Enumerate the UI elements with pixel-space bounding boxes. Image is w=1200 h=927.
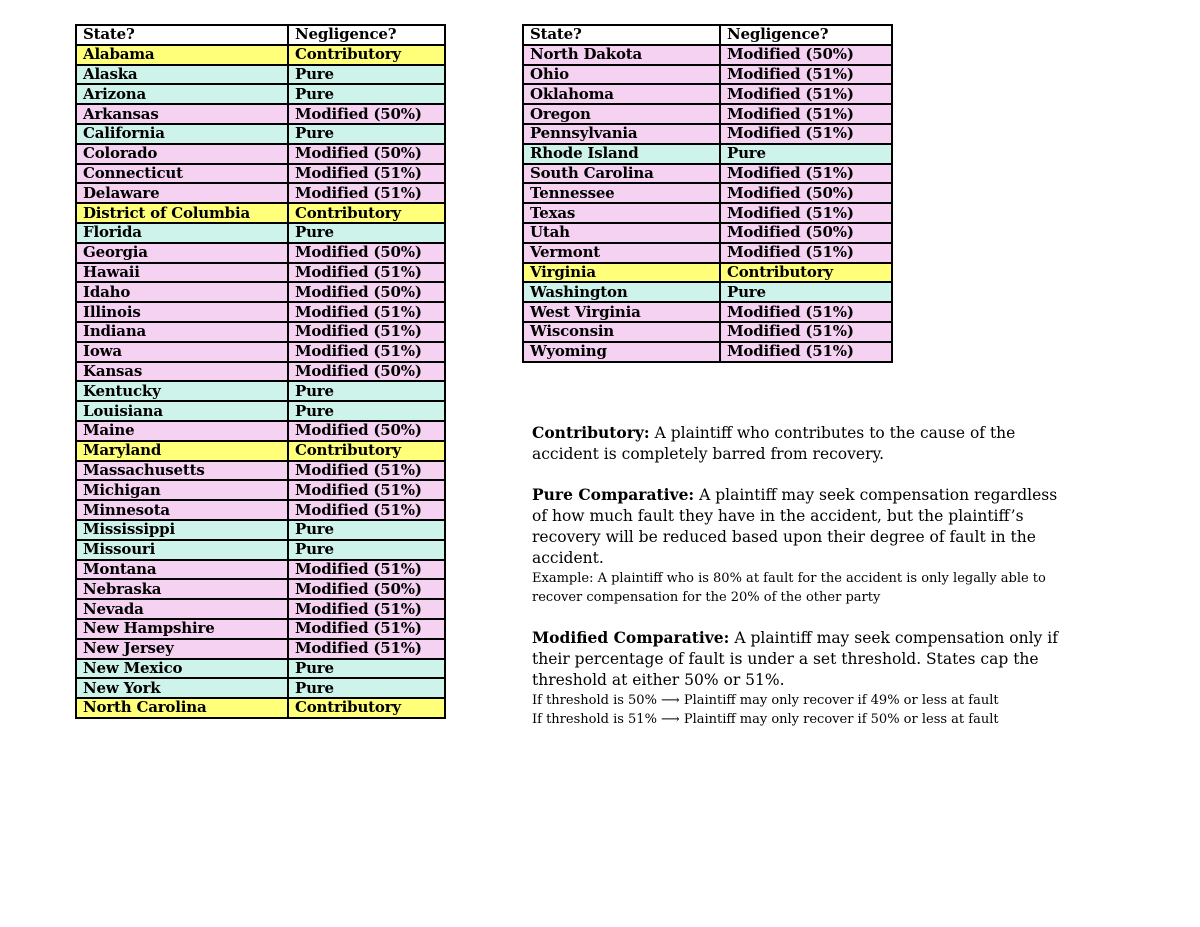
- table-row: [76, 480, 445, 500]
- legend-definition: A plaintiff who contributes to the cause of the accident is completely barred from recovery.: [532, 424, 1016, 463]
- legend-pure-text: [532, 484, 1077, 569]
- table-row: [523, 183, 892, 203]
- state-cell: Illinois: [76, 302, 288, 322]
- table-row: [523, 124, 892, 144]
- state-cell: Massachusetts: [76, 461, 288, 481]
- state-cell: Nebraska: [76, 579, 288, 599]
- negligence-cell: Modified (50%): [288, 243, 445, 263]
- negligence-column-header: Negligence?: [720, 25, 892, 45]
- table-row: [76, 322, 445, 342]
- state-cell: Maine: [76, 421, 288, 441]
- table-row: [523, 263, 892, 283]
- state-cell: Hawaii: [76, 263, 288, 283]
- legend-modified-rule-50: If threshold is 50% ⟶ Plaintiff may only recover if 49% or less at fault: [532, 693, 999, 708]
- negligence-cell: Modified (50%): [288, 282, 445, 302]
- negligence-cell: Pure: [720, 282, 892, 302]
- negligence-cell: Modified (51%): [288, 183, 445, 203]
- negligence-cell: Modified (50%): [720, 183, 892, 203]
- legend-pure-comparative: [532, 484, 1077, 607]
- state-cell: Rhode Island: [523, 144, 720, 164]
- state-cell: Louisiana: [76, 401, 288, 421]
- table-row: [76, 65, 445, 85]
- legend-modified-comparative: [532, 627, 1077, 729]
- table-row: [76, 302, 445, 322]
- table-row: [76, 183, 445, 203]
- table-row: [523, 65, 892, 85]
- state-cell: Kansas: [76, 362, 288, 382]
- state-cell: Minnesota: [76, 500, 288, 520]
- table-row: [76, 500, 445, 520]
- table-row: [76, 342, 445, 362]
- table-row: [76, 599, 445, 619]
- state-cell: Utah: [523, 223, 720, 243]
- negligence-cell: Modified (50%): [288, 144, 445, 164]
- table-row: [76, 45, 445, 65]
- negligence-cell: Contributory: [288, 45, 445, 65]
- state-cell: Georgia: [76, 243, 288, 263]
- table-row: [523, 342, 892, 362]
- state-cell: Iowa: [76, 342, 288, 362]
- table-row: [76, 164, 445, 184]
- state-cell: Arizona: [76, 84, 288, 104]
- legend-contributory-text: [532, 422, 1077, 465]
- state-cell: California: [76, 124, 288, 144]
- negligence-cell: Modified (50%): [720, 223, 892, 243]
- negligence-cell: Modified (51%): [288, 461, 445, 481]
- state-cell: Virginia: [523, 263, 720, 283]
- negligence-cell: Modified (50%): [288, 362, 445, 382]
- negligence-cell: Contributory: [288, 698, 445, 718]
- negligence-cell: Modified (51%): [288, 500, 445, 520]
- negligence-cell: Modified (51%): [720, 65, 892, 85]
- state-cell: Alabama: [76, 45, 288, 65]
- state-cell: District of Columbia: [76, 203, 288, 223]
- table-row: [76, 461, 445, 481]
- negligence-cell: Modified (51%): [720, 164, 892, 184]
- state-cell: Florida: [76, 223, 288, 243]
- state-cell: New Hampshire: [76, 619, 288, 639]
- table-row: [76, 659, 445, 679]
- negligence-cell: Pure: [288, 659, 445, 679]
- table-row: [76, 441, 445, 461]
- negligence-cell: Modified (51%): [288, 619, 445, 639]
- negligence-cell: Pure: [288, 223, 445, 243]
- state-cell: Nevada: [76, 599, 288, 619]
- negligence-cell: Pure: [288, 65, 445, 85]
- state-cell: Wyoming: [523, 342, 720, 362]
- table-row: [76, 282, 445, 302]
- table-row: [76, 560, 445, 580]
- table-row: [523, 45, 892, 65]
- negligence-table-left: [75, 24, 446, 719]
- state-column-header: State?: [76, 25, 288, 45]
- table-row: [523, 302, 892, 322]
- negligence-cell: Contributory: [720, 263, 892, 283]
- negligence-column-header: Negligence?: [288, 25, 445, 45]
- negligence-cell: Modified (51%): [720, 104, 892, 124]
- negligence-cell: Modified (50%): [288, 579, 445, 599]
- negligence-cell: Modified (51%): [288, 480, 445, 500]
- table-row: [523, 104, 892, 124]
- legend-term: Contributory:: [532, 423, 650, 442]
- negligence-cell: Modified (51%): [288, 322, 445, 342]
- state-cell: Oregon: [523, 104, 720, 124]
- table-header-row: [76, 25, 445, 45]
- table-row: [76, 421, 445, 441]
- state-cell: Alaska: [76, 65, 288, 85]
- table-row: [76, 362, 445, 382]
- state-cell: Missouri: [76, 540, 288, 560]
- state-cell: Indiana: [76, 322, 288, 342]
- table-row: [523, 144, 892, 164]
- negligence-cell: Contributory: [288, 203, 445, 223]
- state-cell: Michigan: [76, 480, 288, 500]
- table-row: [76, 243, 445, 263]
- table-row: [76, 144, 445, 164]
- state-cell: Mississippi: [76, 520, 288, 540]
- state-cell: Colorado: [76, 144, 288, 164]
- negligence-cell: Modified (51%): [720, 322, 892, 342]
- table-row: [523, 84, 892, 104]
- table-row: [76, 84, 445, 104]
- negligence-cell: Modified (51%): [288, 263, 445, 283]
- negligence-cell: Pure: [288, 84, 445, 104]
- negligence-cell: Modified (51%): [720, 302, 892, 322]
- negligence-cell: Modified (51%): [288, 599, 445, 619]
- state-cell: Wisconsin: [523, 322, 720, 342]
- table-row: [76, 520, 445, 540]
- negligence-cell: Modified (51%): [288, 302, 445, 322]
- negligence-cell: Pure: [720, 144, 892, 164]
- state-cell: New Mexico: [76, 659, 288, 679]
- table-row: [523, 203, 892, 223]
- negligence-cell: Modified (51%): [288, 164, 445, 184]
- legend-modified-rule-51: If threshold is 51% ⟶ Plaintiff may only recover if 50% or less at fault: [532, 712, 999, 727]
- state-cell: New York: [76, 678, 288, 698]
- negligence-cell: Modified (51%): [720, 243, 892, 263]
- state-cell: Washington: [523, 282, 720, 302]
- state-cell: Idaho: [76, 282, 288, 302]
- table-row: [523, 282, 892, 302]
- negligence-cell: Modified (51%): [720, 342, 892, 362]
- table-row: [76, 639, 445, 659]
- state-cell: Maryland: [76, 441, 288, 461]
- table-row: [76, 579, 445, 599]
- state-cell: Oklahoma: [523, 84, 720, 104]
- table-row: [523, 223, 892, 243]
- table-row: [76, 124, 445, 144]
- negligence-cell: Modified (50%): [288, 421, 445, 441]
- negligence-cell: Modified (51%): [288, 342, 445, 362]
- negligence-cell: Modified (51%): [720, 203, 892, 223]
- table-row: [76, 540, 445, 560]
- negligence-cell: Modified (51%): [288, 560, 445, 580]
- table-row: [76, 678, 445, 698]
- table-row: [76, 104, 445, 124]
- table-header-row: [523, 25, 892, 45]
- table-row: [523, 243, 892, 263]
- negligence-cell: Modified (50%): [720, 45, 892, 65]
- legend-definition: A plaintiff may seek compensation only if their percentage of fault is under a set threshold. States cap the threshold at either 50% or 51%.: [532, 629, 1058, 689]
- negligence-cell: Modified (51%): [288, 639, 445, 659]
- negligence-cell: Pure: [288, 381, 445, 401]
- table-row: [76, 619, 445, 639]
- table-row: [523, 322, 892, 342]
- state-cell: North Carolina: [76, 698, 288, 718]
- legend-term: Pure Comparative:: [532, 485, 695, 504]
- negligence-cell: Pure: [288, 678, 445, 698]
- state-column-header: State?: [523, 25, 720, 45]
- state-cell: South Carolina: [523, 164, 720, 184]
- state-cell: Vermont: [523, 243, 720, 263]
- negligence-cell: Contributory: [288, 441, 445, 461]
- state-cell: Delaware: [76, 183, 288, 203]
- legend-modified-text: [532, 627, 1077, 691]
- legend-term: Modified Comparative:: [532, 628, 730, 647]
- table-row: [76, 401, 445, 421]
- state-cell: North Dakota: [523, 45, 720, 65]
- negligence-cell: Pure: [288, 540, 445, 560]
- negligence-cell: Modified (51%): [720, 84, 892, 104]
- legend-definition: A plaintiff may seek compensation regardless of how much fault they have in the accident, but the plaintiff’s recovery will be reduced based upon their degree of fault in the accident.: [532, 486, 1058, 567]
- table-row: [523, 164, 892, 184]
- state-cell: Pennsylvania: [523, 124, 720, 144]
- state-cell: Texas: [523, 203, 720, 223]
- legend-pure-example: Example: A plaintiff who is 80% at fault for the accident is only legally able to recover compensation for the 20% of the other party: [532, 571, 1046, 605]
- state-cell: Ohio: [523, 65, 720, 85]
- negligence-cell: Pure: [288, 124, 445, 144]
- negligence-cell: Modified (50%): [288, 104, 445, 124]
- table-row: [76, 203, 445, 223]
- state-cell: Kentucky: [76, 381, 288, 401]
- negligence-table-right: [522, 24, 893, 363]
- negligence-cell: Pure: [288, 520, 445, 540]
- negligence-cell: Modified (51%): [720, 124, 892, 144]
- legend-contributory: [532, 422, 1077, 465]
- state-cell: Montana: [76, 560, 288, 580]
- table-row: [76, 698, 445, 718]
- table-row: [76, 223, 445, 243]
- state-cell: New Jersey: [76, 639, 288, 659]
- table-row: [76, 381, 445, 401]
- table-row: [76, 263, 445, 283]
- state-cell: Tennessee: [523, 183, 720, 203]
- state-cell: West Virginia: [523, 302, 720, 322]
- state-cell: Arkansas: [76, 104, 288, 124]
- state-cell: Connecticut: [76, 164, 288, 184]
- negligence-cell: Pure: [288, 401, 445, 421]
